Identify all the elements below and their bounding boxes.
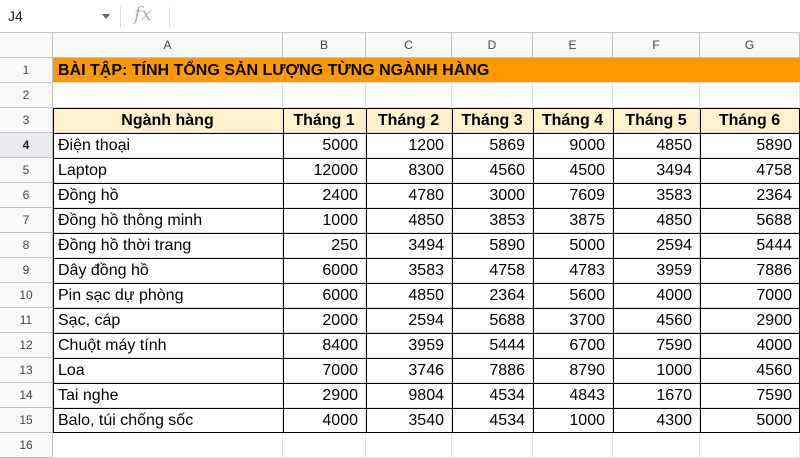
value-cell[interactable]: 4534 bbox=[452, 408, 533, 433]
value-cell[interactable]: 7590 bbox=[700, 383, 800, 408]
category-cell[interactable]: Dây đồng hồ bbox=[53, 258, 283, 283]
value-cell[interactable]: 4500 bbox=[533, 158, 613, 183]
value-cell[interactable]: 5444 bbox=[700, 233, 800, 258]
category-cell[interactable]: Đồng hồ bbox=[53, 183, 283, 208]
empty-cell[interactable] bbox=[613, 433, 700, 458]
value-cell[interactable]: 4560 bbox=[613, 308, 700, 333]
value-cell[interactable]: 5600 bbox=[533, 283, 613, 308]
empty-cell[interactable] bbox=[533, 83, 613, 108]
table-header-cell[interactable]: Tháng 6 bbox=[700, 108, 800, 133]
value-cell[interactable]: 5000 bbox=[283, 133, 366, 158]
empty-cell[interactable] bbox=[452, 433, 533, 458]
value-cell[interactable]: 6000 bbox=[283, 283, 366, 308]
column-header-d[interactable]: D bbox=[452, 33, 533, 58]
value-cell[interactable]: 5890 bbox=[700, 133, 800, 158]
category-cell[interactable]: Balo, túi chống sốc bbox=[53, 408, 283, 433]
value-cell[interactable]: 1000 bbox=[533, 408, 613, 433]
sheet-title-cell[interactable]: BÀI TẬP: TÍNH TỔNG SẢN LƯỢNG TỪNG NGÀNH HÀNG bbox=[53, 58, 800, 83]
value-cell[interactable]: 7886 bbox=[452, 358, 533, 383]
value-cell[interactable]: 8400 bbox=[283, 333, 366, 358]
value-cell[interactable]: 4000 bbox=[700, 333, 800, 358]
value-cell[interactable]: 5688 bbox=[700, 208, 800, 233]
value-cell[interactable]: 4560 bbox=[452, 158, 533, 183]
table-header-cell[interactable]: Tháng 1 bbox=[283, 108, 366, 133]
row-header-2[interactable]: 2 bbox=[0, 83, 53, 108]
empty-cell[interactable] bbox=[613, 83, 700, 108]
value-cell[interactable]: 5000 bbox=[533, 233, 613, 258]
value-cell[interactable]: 3959 bbox=[366, 333, 452, 358]
value-cell[interactable]: 2364 bbox=[700, 183, 800, 208]
value-cell[interactable]: 4850 bbox=[613, 208, 700, 233]
select-all-corner[interactable] bbox=[0, 33, 53, 58]
value-cell[interactable]: 4300 bbox=[613, 408, 700, 433]
value-cell[interactable]: 4000 bbox=[613, 283, 700, 308]
row-header-1[interactable]: 1 bbox=[0, 58, 53, 83]
value-cell[interactable]: 3583 bbox=[366, 258, 452, 283]
value-cell[interactable]: 3494 bbox=[613, 158, 700, 183]
value-cell[interactable]: 3746 bbox=[366, 358, 452, 383]
value-cell[interactable]: 4783 bbox=[533, 258, 613, 283]
value-cell[interactable]: 4850 bbox=[366, 283, 452, 308]
column-header-g[interactable]: G bbox=[700, 33, 800, 58]
empty-cell[interactable] bbox=[53, 433, 283, 458]
value-cell[interactable]: 5869 bbox=[452, 133, 533, 158]
value-cell[interactable]: 3700 bbox=[533, 308, 613, 333]
value-cell[interactable]: 1670 bbox=[613, 383, 700, 408]
empty-cell[interactable] bbox=[53, 83, 283, 108]
value-cell[interactable]: 1200 bbox=[366, 133, 452, 158]
empty-cell[interactable] bbox=[366, 433, 452, 458]
empty-cell[interactable] bbox=[452, 83, 533, 108]
category-cell[interactable]: Đồng hồ thông minh bbox=[53, 208, 283, 233]
value-cell[interactable]: 4850 bbox=[613, 133, 700, 158]
value-cell[interactable]: 4850 bbox=[366, 208, 452, 233]
row-header-9[interactable]: 9 bbox=[0, 258, 53, 283]
value-cell[interactable]: 4560 bbox=[700, 358, 800, 383]
value-cell[interactable]: 3959 bbox=[613, 258, 700, 283]
value-cell[interactable]: 8790 bbox=[533, 358, 613, 383]
category-cell[interactable]: Điện thoại bbox=[53, 133, 283, 158]
category-cell[interactable]: Laptop bbox=[53, 158, 283, 183]
table-header-cell[interactable]: Tháng 4 bbox=[533, 108, 613, 133]
value-cell[interactable]: 4758 bbox=[700, 158, 800, 183]
divider bbox=[120, 7, 121, 27]
row-header-7[interactable]: 7 bbox=[0, 208, 53, 233]
row-header-3[interactable]: 3 bbox=[0, 108, 53, 133]
table-header-cell[interactable]: Tháng 3 bbox=[452, 108, 533, 133]
value-cell[interactable]: 4534 bbox=[452, 383, 533, 408]
formula-bar bbox=[0, 0, 800, 33]
value-cell[interactable]: 3540 bbox=[366, 408, 452, 433]
value-cell[interactable]: 5444 bbox=[452, 333, 533, 358]
row-header-6[interactable]: 6 bbox=[0, 183, 53, 208]
column-header-a[interactable]: A bbox=[53, 33, 283, 58]
category-cell[interactable]: Sạc, cáp bbox=[53, 308, 283, 333]
value-cell[interactable]: 7609 bbox=[533, 183, 613, 208]
row-header-16[interactable]: 16 bbox=[0, 433, 53, 458]
value-cell[interactable]: 5000 bbox=[700, 408, 800, 433]
value-cell[interactable]: 5688 bbox=[452, 308, 533, 333]
value-cell[interactable]: 2900 bbox=[283, 383, 366, 408]
divider bbox=[169, 7, 170, 27]
name-box-dropdown-icon[interactable] bbox=[102, 14, 110, 19]
row-header-5[interactable]: 5 bbox=[0, 158, 53, 183]
row-header-15[interactable]: 15 bbox=[0, 408, 53, 433]
value-cell[interactable]: 1000 bbox=[283, 208, 366, 233]
name-box[interactable]: J4 bbox=[8, 8, 23, 24]
column-header-c[interactable]: C bbox=[366, 33, 452, 58]
value-cell[interactable]: 9804 bbox=[366, 383, 452, 408]
value-cell[interactable]: 6700 bbox=[533, 333, 613, 358]
table-header-cell[interactable]: Tháng 5 bbox=[613, 108, 700, 133]
row-header-11[interactable]: 11 bbox=[0, 308, 53, 333]
value-cell[interactable]: 2364 bbox=[452, 283, 533, 308]
category-cell[interactable]: Chuột máy tính bbox=[53, 333, 283, 358]
value-cell[interactable]: 250 bbox=[283, 233, 366, 258]
empty-cell[interactable] bbox=[283, 433, 366, 458]
row-header-14[interactable]: 14 bbox=[0, 383, 53, 408]
category-cell[interactable]: Đồng hồ thời trang bbox=[53, 233, 283, 258]
column-header-e[interactable]: E bbox=[533, 33, 613, 58]
value-cell[interactable]: 3000 bbox=[452, 183, 533, 208]
row-header-13[interactable]: 13 bbox=[0, 358, 53, 383]
value-cell[interactable]: 3494 bbox=[366, 233, 452, 258]
value-cell[interactable]: 1000 bbox=[613, 358, 700, 383]
value-cell[interactable]: 4000 bbox=[283, 408, 366, 433]
value-cell[interactable]: 7886 bbox=[700, 258, 800, 283]
empty-cell[interactable] bbox=[283, 83, 366, 108]
value-cell[interactable]: 3583 bbox=[613, 183, 700, 208]
value-cell[interactable]: 8300 bbox=[366, 158, 452, 183]
column-header-b[interactable]: B bbox=[283, 33, 366, 58]
table-header-cell[interactable]: Tháng 2 bbox=[366, 108, 452, 133]
value-cell[interactable]: 9000 bbox=[533, 133, 613, 158]
value-cell[interactable]: 12000 bbox=[283, 158, 366, 183]
table-header-cell[interactable]: Ngành hàng bbox=[53, 108, 283, 133]
empty-cell[interactable] bbox=[366, 83, 452, 108]
value-cell[interactable]: 5890 bbox=[452, 233, 533, 258]
value-cell[interactable]: 3875 bbox=[533, 208, 613, 233]
category-cell[interactable]: Tai nghe bbox=[53, 383, 283, 408]
value-cell[interactable]: 2000 bbox=[283, 308, 366, 333]
empty-cell[interactable] bbox=[533, 433, 613, 458]
empty-cell[interactable] bbox=[700, 433, 800, 458]
column-header-f[interactable]: F bbox=[613, 33, 700, 58]
value-cell[interactable]: 2900 bbox=[700, 308, 800, 333]
value-cell[interactable]: 7000 bbox=[283, 358, 366, 383]
value-cell[interactable]: 7000 bbox=[700, 283, 800, 308]
value-cell[interactable]: 7590 bbox=[613, 333, 700, 358]
value-cell[interactable]: 2594 bbox=[613, 233, 700, 258]
value-cell[interactable]: 2400 bbox=[283, 183, 366, 208]
category-cell[interactable]: Pin sạc dự phòng bbox=[53, 283, 283, 308]
value-cell[interactable]: 6000 bbox=[283, 258, 366, 283]
row-header-8[interactable]: 8 bbox=[0, 233, 53, 258]
row-header-4[interactable]: 4 bbox=[0, 133, 53, 158]
category-cell[interactable]: Loa bbox=[53, 358, 283, 383]
value-cell[interactable]: 4780 bbox=[366, 183, 452, 208]
value-cell[interactable]: 2594 bbox=[366, 308, 452, 333]
row-header-12[interactable]: 12 bbox=[0, 333, 53, 358]
row-header-10[interactable]: 10 bbox=[0, 283, 53, 308]
function-icon: fx bbox=[134, 3, 152, 25]
value-cell[interactable]: 3853 bbox=[452, 208, 533, 233]
value-cell[interactable]: 4843 bbox=[533, 383, 613, 408]
empty-cell[interactable] bbox=[700, 83, 800, 108]
value-cell[interactable]: 4758 bbox=[452, 258, 533, 283]
